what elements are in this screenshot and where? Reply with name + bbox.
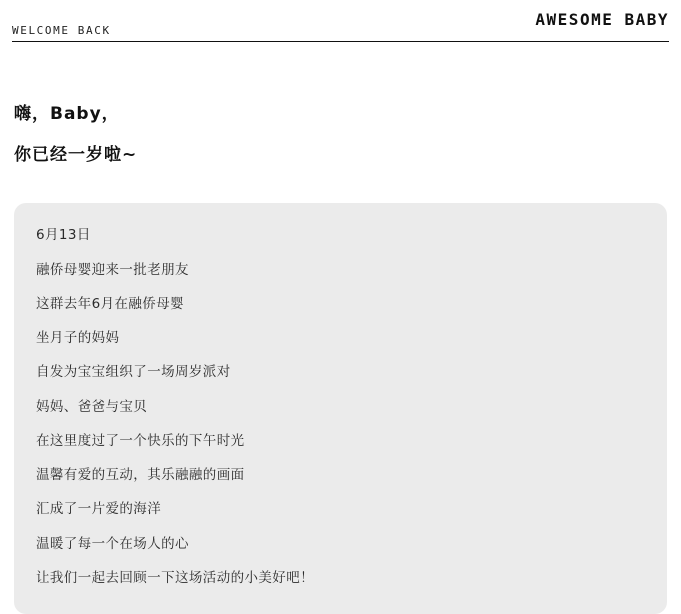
card-line: 在这里度过了一个快乐的下午时光 [36, 432, 245, 449]
greeting-line-1: 嗨，Baby， [14, 104, 120, 124]
card-line: 融侨母婴迎来一批老朋友 [36, 261, 189, 278]
greeting-block [0, 102, 681, 167]
brand-title: AWESOME BABY [535, 10, 669, 29]
card-line: 温暖了每一个在场人的心 [36, 535, 189, 552]
card-line: 妈妈、爸爸与宝贝 [36, 398, 148, 415]
card-line: 6月13日 [36, 227, 91, 244]
header-divider [12, 41, 669, 42]
content-card [14, 203, 667, 614]
card-line: 汇成了一片爱的海洋 [36, 501, 162, 518]
card-line: 自发为宝宝组织了一场周岁派对 [36, 364, 231, 381]
card-line: 温馨有爱的互动，其乐融融的画面 [36, 467, 245, 484]
card-line: 让我们一起去回顾一下这场活动的小美好吧！ [36, 569, 314, 586]
card-line: 坐月子的妈妈 [36, 330, 120, 347]
welcome-back-label: WELCOME BACK [12, 24, 111, 37]
card-line: 这群去年6月在融侨母婴 [36, 295, 184, 312]
page-header [0, 0, 681, 44]
greeting-line-2: 你已经一岁啦~ [14, 144, 138, 165]
